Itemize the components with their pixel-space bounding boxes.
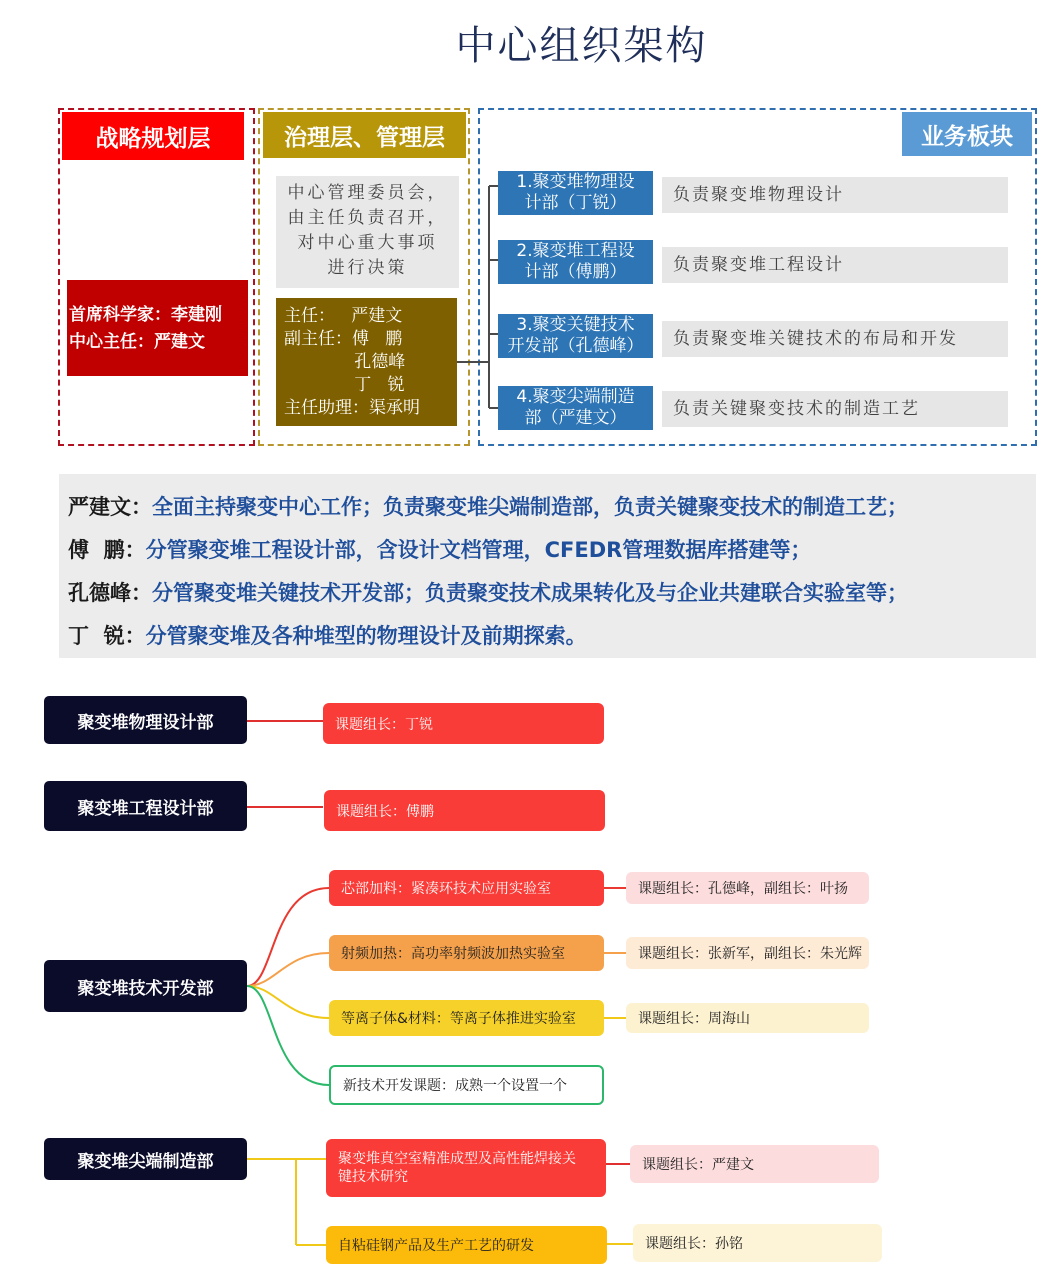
page-title: 中心组织架构 [455, 23, 708, 69]
committee-line: 由主任负责召开， [287, 208, 448, 228]
engineering-department-node: 聚变堆工程设计部 [44, 781, 247, 831]
department-name: 2.聚变堆工程设 [516, 241, 635, 261]
rf-heating-leader-tag: 课题组长：张新军，副组长：朱光辉 [626, 937, 869, 969]
branch-line: 键技术研究 [338, 1169, 408, 1185]
tech-branch-new-tech: 新技术开发课题：成熟一个设置一个 [329, 1065, 604, 1105]
strategy-layer-header: 战略规划层 [62, 112, 244, 160]
physics-department-node: 聚变堆物理设计部 [44, 696, 247, 744]
department-name: 1.聚变堆物理设 [516, 172, 635, 192]
silicon-steel-leader-tag: 课题组长：孙铭 [633, 1224, 882, 1262]
committee-line: 对中心重大事项 [297, 233, 438, 253]
department-head: 计部（傅鹏） [524, 262, 627, 282]
person-name: 严建文： [68, 495, 152, 519]
department-head: 开发部（孔德峰） [507, 336, 644, 356]
person-name: 傅 鹏： [68, 538, 146, 562]
committee-line: 中心管理委员会， [287, 183, 448, 203]
department-duty: 负责聚变堆物理设计 [662, 177, 1008, 213]
manufacturing-branch-vacuum [326, 1139, 606, 1197]
tech-development-node: 聚变堆技术开发部 [44, 960, 247, 1012]
business-section-header: 业务板块 [902, 112, 1032, 156]
tech-branch-fueling: 芯部加料：紧凑环技术应用实验室 [329, 870, 604, 906]
tech-branch-plasma-materials: 等离子体&材料：等离子体推进实验室 [329, 1000, 604, 1036]
manufacturing-department-node: 聚变堆尖端制造部 [44, 1138, 247, 1180]
department-head: 计部（丁锐） [524, 193, 627, 213]
directors-box: 主任： 严建文 副主任：傅 鹏 孔德峰 丁 锐 主任助理：渠承明 [276, 298, 457, 426]
department-duty: 负责关键聚变技术的制造工艺 [662, 391, 1008, 427]
responsibility-text: 分管聚变堆工程设计部，含设计文档管理，CFEDR管理数据库搭建等； [145, 538, 812, 562]
responsibility-text: 分管聚变堆及各种堆型的物理设计及前期探索。 [145, 624, 587, 648]
fueling-leader-tag: 课题组长：孔德峰，副组长：叶扬 [626, 872, 869, 904]
department-duty: 负责聚变堆关键技术的布局和开发 [662, 321, 1008, 357]
chief-scientist-label: 首席科学家：李建刚 [69, 305, 222, 325]
vacuum-leader-tag: 课题组长：严建文 [630, 1145, 879, 1183]
governance-layer-header: 治理层、管理层 [263, 112, 466, 158]
branch-line: 聚变堆真空室精准成型及高性能焊接关 [338, 1151, 576, 1167]
plasma-leader-tag: 课题组长：周海山 [626, 1003, 869, 1033]
responsibility-text: 全面主持聚变中心工作；负责聚变堆尖端制造部，负责关键聚变技术的制造工艺； [152, 495, 908, 519]
person-name: 孔德峰： [68, 581, 152, 605]
person-name: 丁 锐： [68, 624, 146, 648]
tech-branch-rf-heating: 射频加热：高功率射频波加热实验室 [329, 935, 604, 971]
department-duty: 负责聚变堆工程设计 [662, 247, 1008, 283]
department-head: 部（严建文） [524, 408, 627, 428]
physics-leader-tag: 课题组长：丁锐 [323, 703, 604, 744]
responsibility-text: 分管聚变堆关键技术开发部；负责聚变技术成果转化及与企业共建联合实验室等； [152, 581, 908, 605]
department-name: 4.聚变尖端制造 [516, 387, 635, 407]
engineering-leader-tag: 课题组长：傅鹏 [324, 790, 605, 831]
manufacturing-branch-silicon-steel: 自粘硅钢产品及生产工艺的研发 [326, 1226, 607, 1264]
committee-line: 进行决策 [327, 258, 408, 278]
department-name: 3.聚变关键技术 [516, 315, 635, 335]
center-director-label: 中心主任：严建文 [69, 332, 205, 352]
